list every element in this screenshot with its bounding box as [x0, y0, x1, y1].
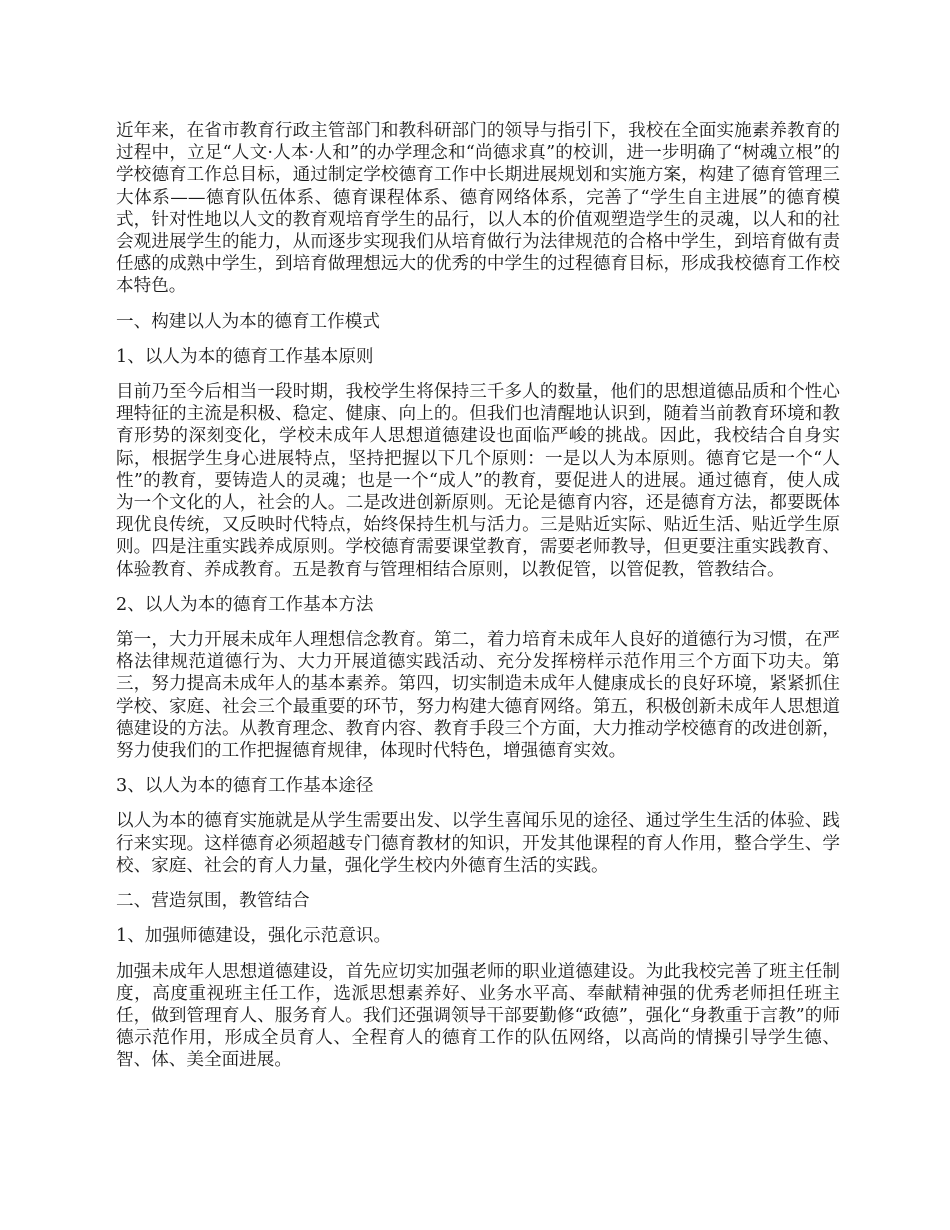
subsection-heading-1-2: 2、以人为本的德育工作基本方法: [116, 594, 374, 615]
principles-paragraph: 目前乃至今后相当一段时期，我校学生将保持三千多人的数量，他们的思想道德品质和个性心理特征的主流是积极、稳定、健康、向上的。但我们也清醒地认识到，随着当前教育环境和教育形势的深刻变化，学校未成年人思想道德建设也面临严峻的挑战。因此，我校结合自身实际，根据学生身心进展特点，坚持把握以下几个原则：一是以人为本原则。德育它是一个“人性”的教育，要铸造人的灵魂；也是一个“成人”的教育，要促进人的进展。通过德育，使人成为一个文化的人，社会的人。二是改进创新原则。无论是德育内容，还是德育方法，都要既体现优良传统，又反映时代特点，始终保持生机与活力。三是贴近实际、贴近生活、贴近学生原则。四是注重实践养成原则。学校德育需要课堂教育，需要老师教导，但更要注重实践教育、体验教育、养成教育。五是教育与管理相结合原则，以教促管，以管促教，管教结合。: [116, 382, 840, 580]
subsection-heading-1-3: 3、以人为本的德育工作基本途径: [116, 776, 374, 797]
document-page: [116, 120, 840, 1085]
subsection-heading-1-1: 1、以人为本的德育工作基本原则: [116, 346, 374, 367]
methods-paragraph: 第一，大力开展未成年人理想信念教育。第二，着力培育未成年人良好的道德行为习惯，在严格法律规范道德行为、大力开展道德实践活动、充分发挥榜样示范作用三个方面下功夫。第三，努力提高未成年人的基本素养。第四，切实制造未成年人健康成长的良好环境，紧紧抓住学校、家庭、社会三个最重要的环节，努力构建大德育网络。第五，积极创新未成年人思想道德建设的方法。从教育理念、教育内容、教育手段三个方面，大力推动学校德育的改进创新，努力使我们的工作把握德育规律，体现时代特色，增强德育实效。: [116, 630, 840, 762]
section-heading-1: 一、构建以人为本的德育工作模式: [116, 311, 380, 332]
subsection-heading-2-1: 1、加强师德建设，强化示范意识。: [116, 926, 392, 947]
section-heading-2: 二、营造氛围，教管结合: [116, 891, 310, 912]
pathways-paragraph: 以人为本的德育实施就是从学生需要出发、以学生喜闻乐见的途径、通过学生生活的体验、践行来实现。这样德育必须超越专门德育教材的知识，开发其他课程的育人作用，整合学生、学校、家庭、社会的育人力量，强化学生校内外德育生活的实践。: [116, 811, 840, 876]
teacher-ethics-paragraph: 加强未成年人思想道德建设，首先应切实加强老师的职业道德建设。为此我校完善了班主任制度，高度重视班主任工作，选派思想素养好、业务水平高、奉献精神强的优秀老师担任班主任，做到管理育人、服务育人。我们还强调领导干部要勤修“政德”，强化“身教重于言教”的师德示范作用，形成全员育人、全程育人的德育工作的队伍网络，以高尚的情操引导学生德、智、体、美全面进展。: [116, 961, 840, 1071]
intro-paragraph: 近年来，在省市教育行政主管部门和教科研部门的领导与指引下，我校在全面实施素养教育的过程中，立足“人文·人本·人和”的办学理念和“尚德求真”的校训，进一步明确了“树魂立根”的学校德育工作总目标，通过制定学校德育工作中长期进展规划和实施方案，构建了德育管理三大体系——德育队伍体系、德育课程体系、德育网络体系，完善了“学生自主进展”的德育模式，针对性地以人文的教育观培育学生的品行，以人本的价值观塑造学生的灵魂，以人和的社会观进展学生的能力，从而逐步实现我们从培育做行为法律规范的合格中学生，到培育做有责任感的成熟中学生，到培育做理想远大的优秀的中学生的过程德育目标，形成我校德育工作校本特色。: [116, 121, 840, 297]
